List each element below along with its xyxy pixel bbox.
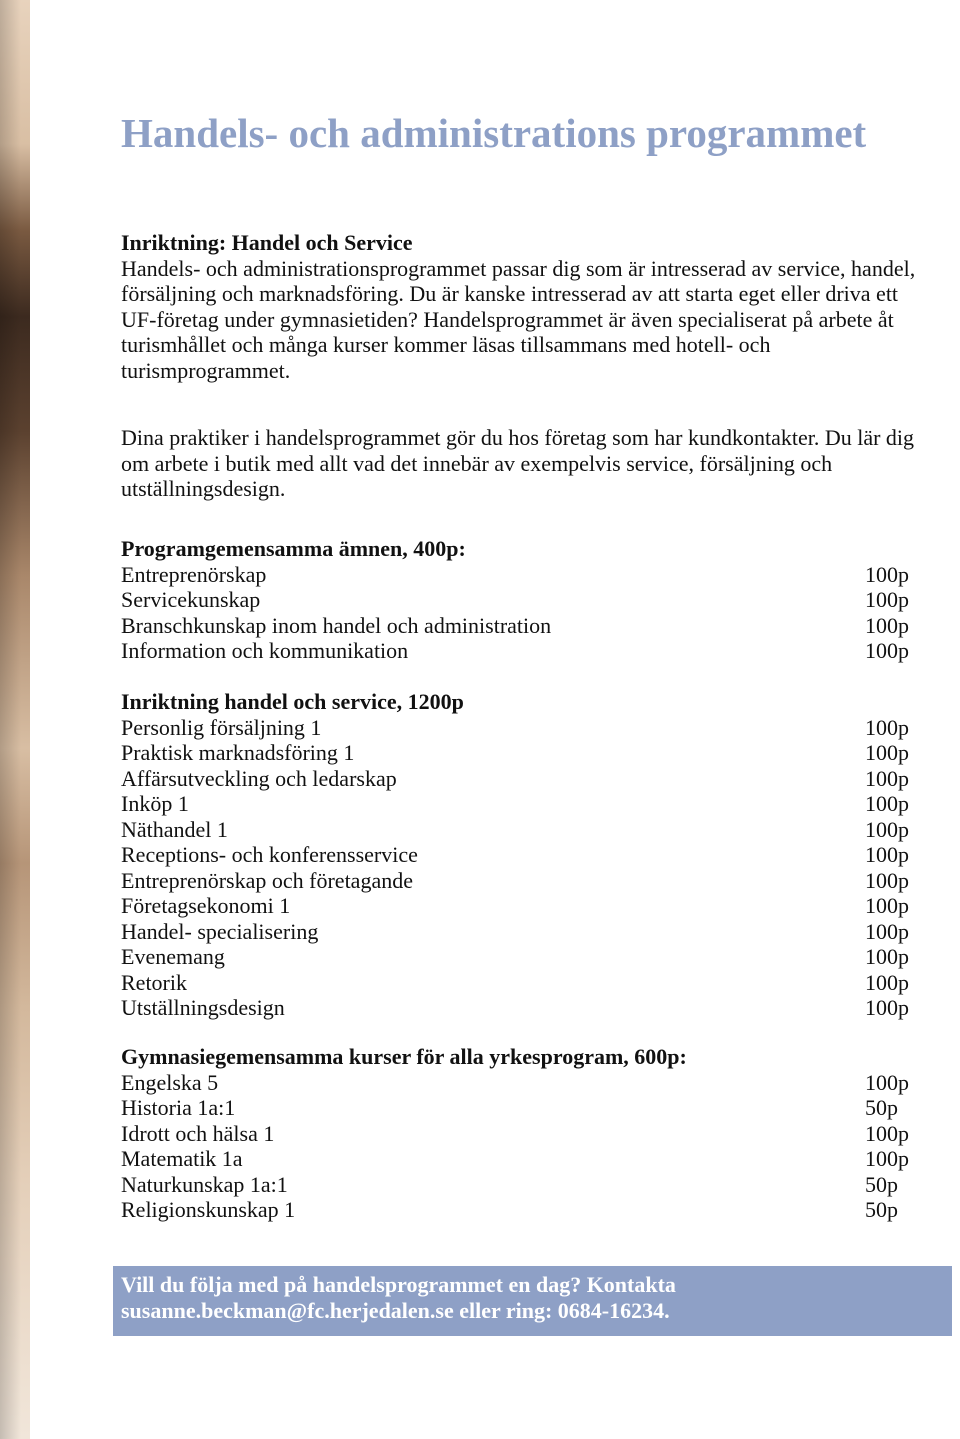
course-name: Praktisk marknadsföring 1 [121, 740, 355, 765]
course-row [121, 587, 917, 613]
course-points: 100p [865, 842, 909, 867]
course-name: Receptions- och konferensservice [121, 842, 418, 867]
course-row [121, 613, 917, 639]
course-points: 100p [865, 1069, 909, 1095]
course-points: 100p [865, 893, 909, 918]
course-row [121, 1070, 917, 1096]
course-name: Näthandel 1 [121, 816, 228, 842]
section-inriktning [121, 689, 917, 1021]
course-row [121, 766, 917, 792]
course-name: Matematik 1a [121, 1146, 243, 1171]
course-name: Retorik [121, 969, 187, 995]
praktik-text: Dina praktiker i handelsprogrammet gör du hos företag som har kundkontakter. Du lär dig om arbete i butik med allt vad det innebär av exempelvis service, försäljning och utställningsdesign. [121, 425, 915, 501]
course-row [121, 995, 917, 1021]
course-points: 100p [865, 995, 909, 1020]
course-points: 100p [865, 740, 909, 765]
course-name: Utställningsdesign [121, 995, 285, 1020]
course-row [121, 562, 917, 588]
course-row [121, 970, 917, 996]
course-row [121, 842, 917, 868]
course-row [121, 1146, 917, 1172]
course-points: 50p [865, 1197, 898, 1222]
course-row [121, 1121, 917, 1147]
course-points: 100p [865, 587, 909, 612]
course-row [121, 1197, 917, 1223]
course-row [121, 868, 917, 894]
course-name: Historia 1a:1 [121, 1095, 236, 1120]
course-row [121, 740, 917, 766]
section-gymnasiegemensamma [121, 1044, 917, 1223]
intro-block [121, 230, 921, 383]
course-points: 100p [865, 714, 909, 740]
course-name: Entreprenörskap och företagande [121, 867, 413, 893]
course-points: 100p [865, 561, 909, 587]
course-row [121, 791, 917, 817]
course-points: 100p [865, 612, 909, 638]
course-points: 100p [865, 867, 909, 893]
course-points: 100p [865, 918, 909, 944]
course-name: Naturkunskap 1a:1 [121, 1171, 288, 1197]
section-programgemensamma [121, 536, 917, 664]
course-row [121, 638, 917, 664]
course-name: Information och kommunikation [121, 638, 409, 663]
photo-edge [0, 0, 30, 1439]
course-row [121, 817, 917, 843]
course-points: 50p [865, 1095, 898, 1120]
course-row [121, 919, 917, 945]
course-name: Servicekunskap [121, 587, 261, 612]
section-heading: Gymnasiegemensamma kurser för alla yrkesprogram, 600p: [121, 1044, 687, 1069]
course-name: Branschkunskap inom handel och administration [121, 612, 552, 638]
course-points: 100p [865, 1120, 909, 1146]
course-points: 50p [865, 1171, 898, 1197]
contact-text: Vill du följa med på handelsprogrammet en dag? Kontakta susanne.beckman@fc.herjedalen.se eller ring: 0684-16234. [121, 1272, 676, 1323]
course-name: Religionskunskap 1 [121, 1197, 296, 1222]
course-name: Företagsekonomi 1 [121, 893, 291, 918]
course-name: Evenemang [121, 944, 225, 969]
course-row [121, 1172, 917, 1198]
page-title: Handels- och administrations programmet [121, 110, 867, 156]
course-name: Idrott och hälsa 1 [121, 1120, 275, 1146]
course-points: 100p [865, 816, 909, 842]
course-points: 100p [865, 791, 909, 816]
course-points: 100p [865, 765, 909, 791]
course-row [121, 1095, 917, 1121]
course-name: Personlig försäljning 1 [121, 714, 322, 740]
intro-text: Handels- och administrationsprogrammet passar dig som är intresserad av service, handel, försäljning och marknadsföring. Du är kanske intresserad av att starta eget eller driva ett UF-företag under gymnasietiden? Handelsprogrammet är även specialiserat på arbete åt turismhållet och många kurser kommer läsas tillsammans med hotell- och turismprogrammet. [121, 255, 916, 383]
course-row [121, 893, 917, 919]
course-row [121, 944, 917, 970]
course-name: Affärsutveckling och ledarskap [121, 765, 397, 791]
course-points: 100p [865, 944, 909, 969]
contact-box [113, 1266, 952, 1336]
course-name: Entreprenörskap [121, 561, 267, 587]
course-name: Handel- specialisering [121, 918, 319, 944]
intro-heading: Inriktning: Handel och Service [121, 230, 413, 255]
section-heading: Inriktning handel och service, 1200p [121, 689, 464, 714]
course-points: 100p [865, 969, 909, 995]
course-points: 100p [865, 638, 909, 663]
course-points: 100p [865, 1146, 909, 1171]
course-name: Inköp 1 [121, 791, 189, 816]
course-name: Engelska 5 [121, 1069, 219, 1095]
course-row [121, 715, 917, 741]
section-heading: Programgemensamma ämnen, 400p: [121, 536, 466, 561]
